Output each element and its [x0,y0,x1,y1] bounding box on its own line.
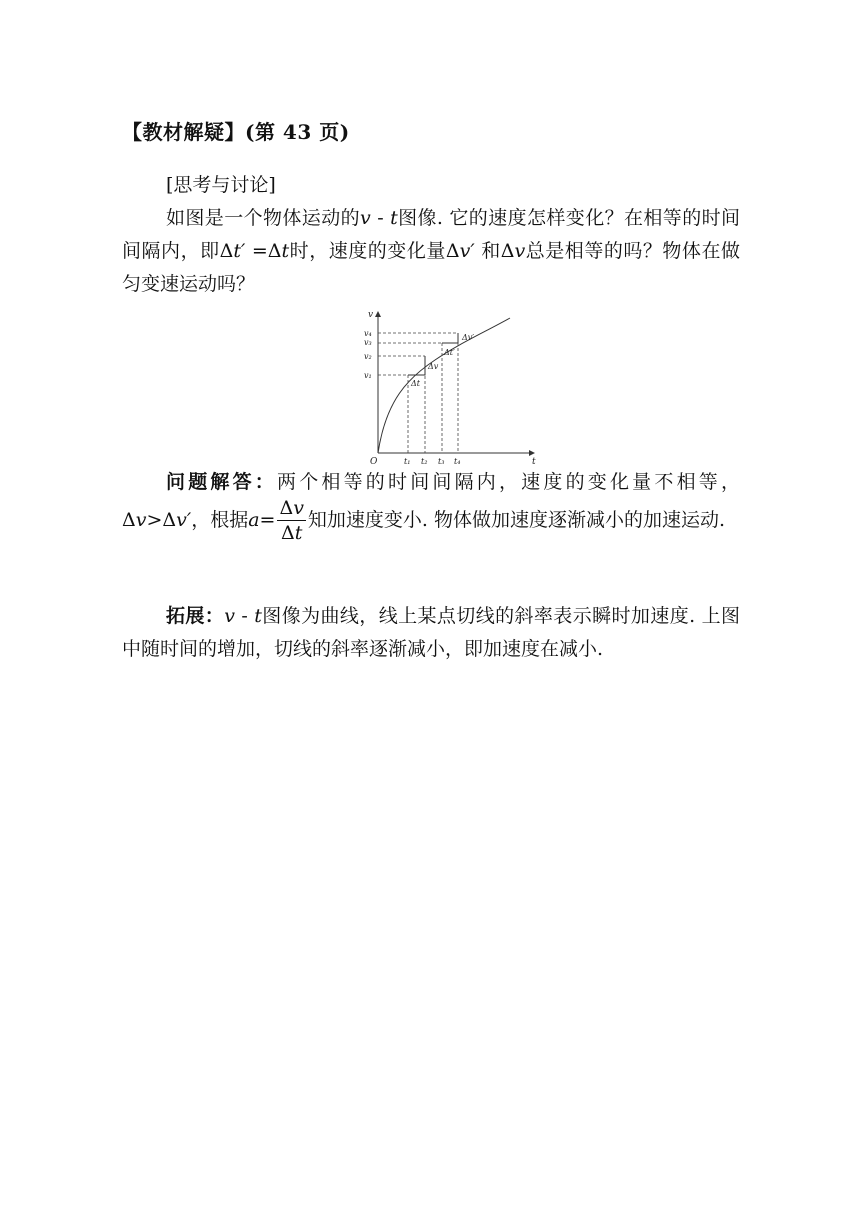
var-t: t [390,207,398,229]
dash: - [370,207,391,229]
x-tick-t4: t₄ [454,457,461,466]
answer-label: 问题解答： [166,471,277,493]
delta-symbol: Δ [281,522,295,544]
answer-text-1: 两个相等的时间间隔内，速度的变化量不相等，Δ [122,471,740,531]
y-tick-v3: v₃ [364,338,372,347]
x-tick-t3: t₃ [438,457,445,466]
delta-symbol: Δ [279,497,294,519]
extension-paragraph [122,600,740,666]
answer-text-2: ，根据 [191,509,249,531]
var-v-prime: v′ [459,240,475,262]
greater-than: >Δ [146,509,177,531]
delta-t-prime-label: Δt′ [444,348,455,357]
question-text-6: 总是相等的吗？物体在做匀变速运动吗？ [122,240,740,295]
question-text-5: 和Δ [474,240,515,262]
x-tick-t1: t₁ [404,457,411,466]
var-v: v [135,509,147,531]
vt-graph-svg [360,308,540,466]
question-text-3: =Δ [245,240,282,262]
var-v-prime: v′ [176,509,192,531]
delta-v-label: Δv [428,362,439,371]
var-t-prime: t′ [233,240,246,262]
vt-graph-figure [360,308,540,470]
delta-t-label: Δt [411,379,420,388]
triangle-2 [442,333,458,343]
subheading: [思考与讨论] [166,174,276,196]
x-tick-t2: t₂ [421,457,428,466]
var-t: t [254,605,262,627]
var-v: v [224,605,235,627]
y-tick-v1: v₁ [364,371,372,380]
var-v: v [360,207,371,229]
delta-v-prime-label: Δv′ [462,333,475,342]
var-t: t [281,240,290,262]
extension-label: 拓展： [166,605,225,627]
var-t: t [294,522,303,544]
triangle-1 [408,356,425,375]
acceleration-fraction [277,499,305,543]
y-tick-v4: v₄ [364,329,372,338]
question-text-1: 如图是一个物体运动的 [166,207,361,229]
y-tick-v2: v₂ [364,352,372,361]
var-v: v [514,240,526,262]
equals: = [259,509,276,531]
velocity-curve [378,318,510,453]
section-heading: 【教材解疑】(第 43 页) [122,120,350,144]
question-text-2: 图像. 它的速度怎样变化？在相等的时间间隔内，即Δ [122,207,740,262]
question-paragraph [122,202,740,301]
answer-text-3: 知加速度变小. 物体做加速度逐渐减小的加速运动. [307,509,726,531]
dash: - [234,605,255,627]
x-axis-label: t [532,457,536,466]
var-v: v [293,497,304,519]
var-a: a [248,509,260,531]
fraction-numerator [277,499,305,521]
origin-label: O [370,457,378,466]
question-text-4: 时，速度的变化量Δ [289,240,460,262]
extension-text: 图像为曲线，线上某点切线的斜率表示瞬时加速度. 上图中随时间的增加，切线的斜率逐渐减小，即加速度在减小. [122,605,740,660]
y-axis-label: v [368,310,374,320]
answer-paragraph [122,466,740,543]
fraction-denominator [277,521,305,543]
